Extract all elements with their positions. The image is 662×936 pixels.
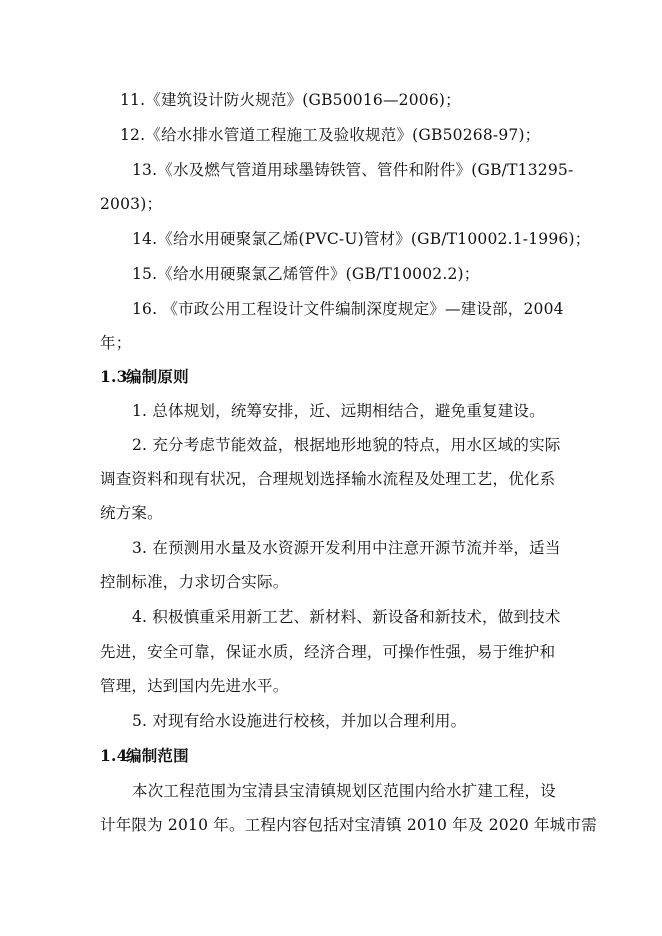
reference-item-16: 16. 《市政公用工程设计文件编制深度规定》—建设部，2004 xyxy=(132,300,564,318)
section-title: 编制范围 xyxy=(126,746,189,765)
principle-2-line-2: 调查资料和现有状况，合理规划选择输水流程及处理工艺，优化系 xyxy=(100,470,556,488)
principle-4-line-3: 管理，达到国内先进水平。 xyxy=(100,677,289,695)
section-number: 1.3 xyxy=(100,367,128,386)
principle-2-line-3: 统方案。 xyxy=(100,504,163,522)
principle-2-line-1: 2. 充分考虑节能效益，根据地形地貌的特点，用水区域的实际 xyxy=(132,436,561,454)
scope-paragraph-line-2: 计年限为 2010 年。工程内容包括对宝清镇 2010 年及 2020 年城市需 xyxy=(100,816,597,834)
reference-item-12: 12.《给水排水管道工程施工及验收规范》(GB50268-97)； xyxy=(120,126,541,144)
reference-item-13-continuation: 2003)； xyxy=(100,195,163,213)
reference-item-11: 11.《建筑设计防火规范》(GB50016—2006)； xyxy=(120,91,461,109)
principle-3-line-1: 3. 在预测用水量及水资源开发利用中注意开源节流并举，适当 xyxy=(132,539,561,557)
scope-paragraph-line-1: 本次工程范围为宝清县宝清镇规划区范围内给水扩建工程，设 xyxy=(132,782,556,800)
section-heading-1-3 xyxy=(100,367,189,387)
principle-1: 1. 总体规划，统筹安排，近、远期相结合，避免重复建设。 xyxy=(132,402,545,420)
reference-item-16-continuation: 年； xyxy=(100,334,132,352)
section-heading-1-4 xyxy=(100,746,189,766)
principle-4-line-1: 4. 积极慎重采用新工艺、新材料、新设备和新技术，做到技术 xyxy=(132,608,561,626)
principle-3-line-2: 控制标准，力求切合实际。 xyxy=(100,573,289,591)
principle-4-line-2: 先进，安全可靠，保证水质，经济合理，可操作性强，易于维护和 xyxy=(100,643,556,661)
section-number: 1.4 xyxy=(100,746,128,765)
principle-5: 5. 对现有给水设施进行校核，并加以合理利用。 xyxy=(132,712,467,730)
reference-item-14: 14.《给水用硬聚氯乙烯(PVC-U)管材》(GB/T10002.1-1996)； xyxy=(132,230,591,248)
section-title: 编制原则 xyxy=(126,367,189,386)
reference-item-15: 15.《给水用硬聚氯乙烯管件》(GB/T10002.2)； xyxy=(132,265,480,283)
reference-item-13: 13.《水及燃气管道用球墨铸铁管、管件和附件》(GB/T13295- xyxy=(132,161,574,179)
